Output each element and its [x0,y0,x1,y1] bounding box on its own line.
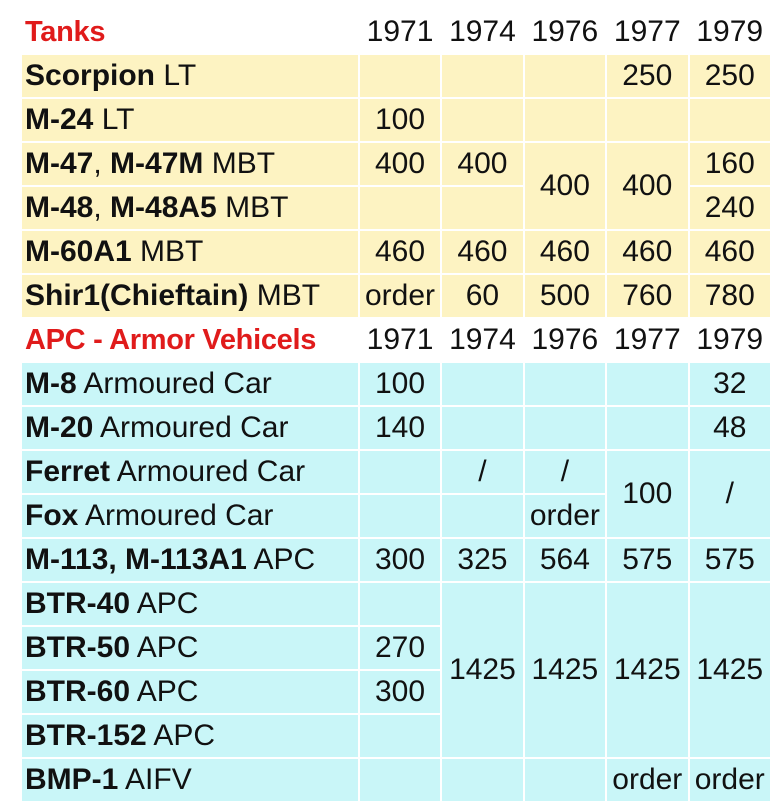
value-cell [360,187,440,229]
value-cell: 250 [607,55,687,97]
table-row [22,275,770,317]
value-cell: 575 [607,539,687,581]
table-row [22,363,770,405]
vehicle-type: Armoured Car [83,367,272,400]
vehicle-type: Armoured Car [100,411,289,444]
value-cell: 100 [360,363,440,405]
value-cell: / [525,451,605,493]
value-cell-merged: 1425 [442,583,522,757]
value-cell [525,363,605,405]
vehicle-model: Ferret [25,455,111,488]
value-cell: 460 [442,231,522,273]
vehicle-name-cell [22,55,358,97]
value-cell: 460 [360,231,440,273]
year-header: 1974 [442,11,522,53]
value-cell [525,55,605,97]
value-cell: order [607,759,687,801]
value-cell: 250 [690,55,771,97]
value-cell: 564 [525,539,605,581]
value-cell [442,495,522,537]
value-cell [607,99,687,141]
value-cell [442,55,522,97]
table-row [22,759,770,801]
table-row [22,55,770,97]
year-header: 1971 [360,319,440,361]
value-cell-merged: 1425 [607,583,687,757]
vehicle-type: LT [163,59,197,92]
value-cell [360,583,440,625]
inventory-table [20,9,772,803]
value-cell [690,99,771,141]
value-cell: 575 [690,539,771,581]
value-cell [607,363,687,405]
value-cell: 460 [690,231,771,273]
vehicle-type: MBT [211,147,276,180]
vehicle-model: M-20 [25,411,94,444]
value-cell: 780 [690,275,771,317]
vehicle-name-cell [22,451,358,493]
vehicle-type: LT [101,103,135,136]
year-header: 1971 [360,11,440,53]
year-header: 1979 [690,319,771,361]
vehicle-model: Scorpion [25,59,156,92]
vehicle-type: Armoured Car [116,455,306,488]
value-cell [525,407,605,449]
value-cell [360,715,440,757]
value-cell: 270 [360,627,440,669]
value-cell [442,407,522,449]
value-cell: 100 [360,99,440,141]
vehicle-model: M-48 [25,191,94,224]
vehicle-model: Shir1(Chieftain) [25,279,249,312]
vehicle-type: APC [136,675,199,708]
vehicle-name-cell [22,627,358,669]
vehicle-model: BMP-1 [25,763,119,796]
value-cell-merged: 400 [525,143,605,229]
value-cell: order [525,495,605,537]
value-cell: 240 [690,187,771,229]
value-cell-merged: 1425 [690,583,771,757]
vehicle-model: BTR-40 [25,587,131,620]
value-cell [360,451,440,493]
value-cell [525,759,605,801]
vehicle-model: M-24 [25,103,94,136]
table-row [22,231,770,273]
year-header: 1977 [607,11,687,53]
value-cell-merged: 400 [607,143,687,229]
value-cell [442,187,522,229]
value-cell: 460 [607,231,687,273]
vehicle-type: AIFV [125,763,192,796]
value-cell [442,363,522,405]
vehicle-model-variant: M-48A5 [110,191,217,224]
value-cell: / [442,451,522,493]
apc-section-title: APC - Armor Vehicels [22,319,358,361]
value-cell: 60 [442,275,522,317]
vehicle-model: BTR-152 [25,719,147,752]
apc-header-row [22,319,770,361]
vehicle-name-cell [22,583,358,625]
value-cell: 400 [442,143,522,185]
value-cell: 32 [690,363,771,405]
value-cell [442,99,522,141]
value-cell-merged: 1425 [525,583,605,757]
vehicle-name-cell [22,539,358,581]
vehicle-model: BTR-50 [25,631,131,664]
vehicle-type: MBT [225,191,289,224]
value-cell: 300 [360,671,440,713]
value-cell: 760 [607,275,687,317]
value-cell: 48 [690,407,771,449]
table-row [22,99,770,141]
vehicle-model: M-60A1 [25,235,132,268]
vehicle-type: MBT [140,235,204,268]
tanks-section-title: Tanks [22,11,358,53]
vehicle-model: Fox [25,499,79,532]
vehicle-type: MBT [256,279,321,312]
year-header: 1974 [442,319,522,361]
year-header: 1979 [690,11,771,53]
value-cell: 400 [360,143,440,185]
year-header: 1976 [525,319,605,361]
year-header: 1976 [525,11,605,53]
vehicle-type: APC [136,631,199,664]
vehicle-type: APC [136,587,199,620]
vehicle-name-cell [22,715,358,757]
vehicle-model: M-8 [25,367,77,400]
value-cell: 140 [360,407,440,449]
vehicle-name-cell [22,363,358,405]
value-cell [607,407,687,449]
value-cell: 160 [690,143,771,185]
value-cell: order [690,759,771,801]
tanks-header-row [22,11,770,53]
inventory-table-body [22,11,770,801]
vehicle-model: M-47 [25,147,94,180]
table-row [22,539,770,581]
vehicle-name-cell [22,99,358,141]
vehicle-name-cell [22,231,358,273]
value-cell [360,759,440,801]
year-header: 1977 [607,319,687,361]
vehicle-model: M-113, M-113A1 [25,543,247,576]
value-cell [360,495,440,537]
vehicle-type: Armoured Car [85,499,274,532]
vehicle-model: BTR-60 [25,675,131,708]
vehicle-name-cell: M-48, M-48A5 MBT [22,187,358,229]
value-cell: order [360,275,440,317]
value-cell [442,759,522,801]
table-row [22,407,770,449]
value-cell [360,55,440,97]
vehicle-name-cell [22,495,358,537]
table-row [22,451,770,493]
vehicle-name-cell [22,407,358,449]
value-cell: 500 [525,275,605,317]
table-row [22,583,770,625]
vehicle-name-cell [22,671,358,713]
vehicle-type: APC [153,719,216,752]
vehicle-name-cell [22,759,358,801]
value-cell: 300 [360,539,440,581]
value-cell: 460 [525,231,605,273]
value-cell-merged: / [690,451,771,537]
vehicle-name-cell [22,275,358,317]
table-row [22,143,770,185]
value-cell-merged: 100 [607,451,687,537]
vehicle-name-cell: M-47, M-47M MBT [22,143,358,185]
vehicle-model-variant: M-47M [110,147,204,180]
value-cell: 325 [442,539,522,581]
vehicle-type: APC [253,543,316,576]
value-cell [525,99,605,141]
